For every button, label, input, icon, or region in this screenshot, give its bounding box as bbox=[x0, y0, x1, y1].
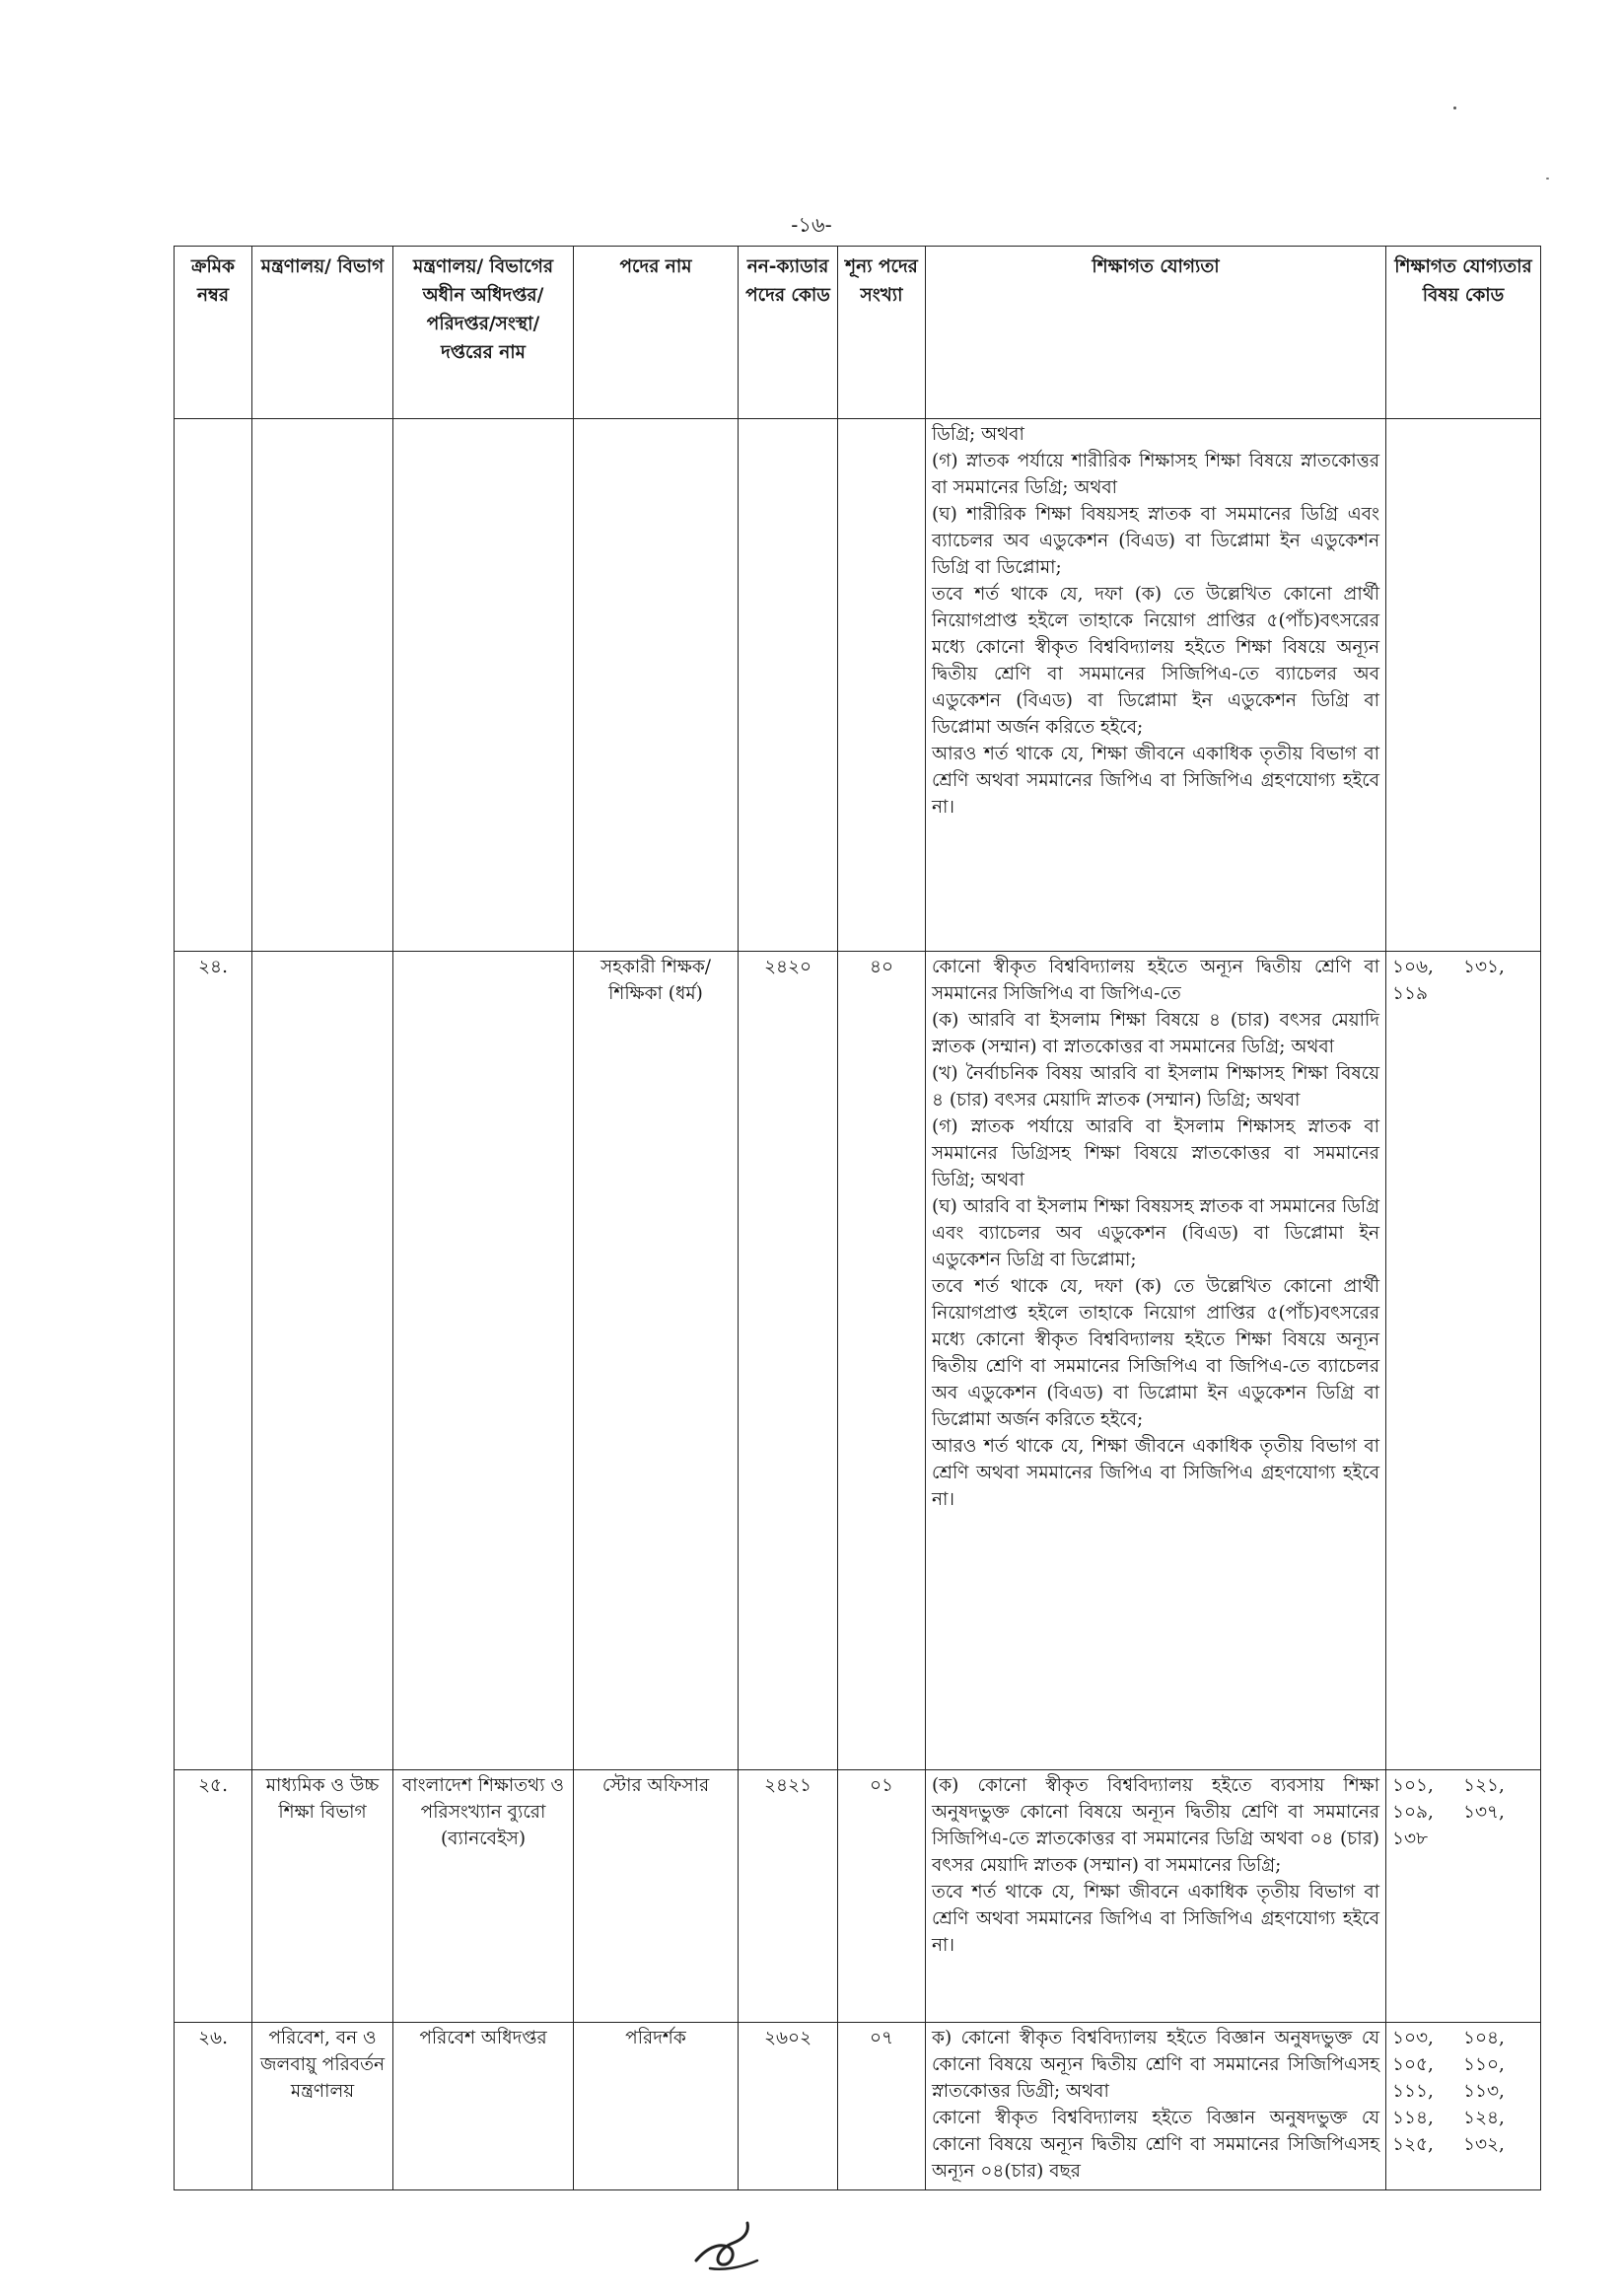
qualification-cell bbox=[926, 419, 1386, 952]
vacancy-cell: ৪০ bbox=[838, 952, 926, 1770]
serial-cell: ২৫. bbox=[175, 1770, 252, 2023]
qualification-line: তবে শর্ত থাকে যে, শিক্ষা জীবনে একাধিক তৃতীয় বিভাগ বা শ্রেণি অথবা সমমানের জিপিএ বা সিজিপিএ গ্রহণযোগ্য হইবে না। bbox=[932, 1882, 1379, 1956]
subject-code-cell bbox=[1386, 1770, 1541, 2023]
qualification-line: তবে শর্ত থাকে যে, দফা (ক) তে উল্লেখিত কোনো প্রার্থী নিয়োগপ্রাপ্ত হইলে তাহাকে নিয়োগ প্রাপ্তির ৫(পাঁচ)বৎসরের মধ্যে কোনো স্বীকৃত বিশ্ববিদ্যালয় হইতে শিক্ষা বিষয়ে অন্যূন দ্বিতীয় শ্রেণি বা সমমানের সিজিপিএ-তে ব্যাচেলর অব এডুকেশন (বিএড) বা ডিপ্লোমা ইন এডুকেশন ডিগ্রি বা ডিপ্লোমা অর্জন করিতে হইবে; bbox=[932, 584, 1379, 738]
qualification-line: ক) কোনো স্বীকৃত বিশ্ববিদ্যালয় হইতে বিজ্ঞান অনুষদভুক্ত যে কোনো বিষয়ে অন্যূন দ্বিতীয় শ্রেণি বা সমমানের সিজিপিএসহ স্নাতকোত্তর ডিগ্রী; অথবা bbox=[932, 2028, 1379, 2102]
signature-scribble-icon bbox=[688, 2209, 767, 2278]
department-cell bbox=[393, 419, 574, 952]
qualification-line: কোনো স্বীকৃত বিশ্ববিদ্যালয় হইতে বিজ্ঞান অনুষদভুক্ত যে কোনো বিষয়ে অন্যূন দ্বিতীয় শ্রেণি বা সমমানের সিজিপিএসহ অন্যূন ০৪(চার) বছর bbox=[932, 2108, 1379, 2182]
subject-code: ১১৪, bbox=[1392, 2108, 1434, 2128]
post-name-cell: সহকারী শিক্ষক/ শিক্ষিকা (ধর্ম) bbox=[574, 952, 739, 1770]
subject-code: ১১১, bbox=[1392, 2081, 1434, 2102]
header-vacancy: শূন্য পদের সংখ্যা bbox=[838, 247, 926, 419]
qualification-cell bbox=[926, 952, 1386, 1770]
department-cell: বাংলাদেশ শিক্ষাতথ্য ও পরিসংখ্যান ব্যুরো (ব্যানবেইস) bbox=[393, 1770, 574, 2023]
post-name-cell: স্টোর অফিসার bbox=[574, 1770, 739, 2023]
serial-cell bbox=[175, 419, 252, 952]
table-row bbox=[175, 952, 1541, 1770]
header-subject-code: শিক্ষাগত যোগ্যতার বিষয় কোড bbox=[1386, 247, 1541, 419]
vacancy-cell: ০৭ bbox=[838, 2023, 926, 2190]
vacancy-cell: ০১ bbox=[838, 1770, 926, 2023]
vacancy-cell bbox=[838, 419, 926, 952]
subject-code: ১৩১, bbox=[1463, 957, 1505, 977]
qualification-cell bbox=[926, 1770, 1386, 2023]
qualification-line: (গ) স্নাতক পর্যায়ে শারীরিক শিক্ষাসহ শিক্ষা বিষয়ে স্নাতকোত্তর বা সমমানের ডিগ্রি; অথবা bbox=[932, 451, 1379, 498]
qualification-line: আরও শর্ত থাকে যে, শিক্ষা জীবনে একাধিক তৃতীয় বিভাগ বা শ্রেণি অথবা সমমানের জিপিএ বা সিজিপিএ গ্রহণযোগ্য হইবে না। bbox=[932, 744, 1379, 818]
table-row bbox=[175, 1770, 1541, 2023]
qualification-line: কোনো স্বীকৃত বিশ্ববিদ্যালয় হইতে অন্যূন দ্বিতীয় শ্রেণি বা সমমানের সিজিপিএ বা জিপিএ-তে bbox=[932, 957, 1379, 1004]
qualification-line: (খ) নৈর্বাচনিক বিষয় আরবি বা ইসলাম শিক্ষাসহ শিক্ষা বিষয়ে ৪ (চার) বৎসর মেয়াদি স্নাতক (সম্মান) ডিগ্রি; অথবা bbox=[932, 1063, 1379, 1111]
qualification-line: (ঘ) শারীরিক শিক্ষা বিষয়সহ স্নাতক বা সমমানের ডিগ্রি এবং ব্যাচেলর অব এডুকেশন (বিএড) বা ডিপ্লোমা ইন এডুকেশন ডিগ্রি বা ডিপ্লোমা; bbox=[932, 504, 1379, 578]
header-qualification: শিক্ষাগত যোগ্যতা bbox=[926, 247, 1386, 419]
qualification-line: তবে শর্ত থাকে যে, দফা (ক) তে উল্লেখিত কোনো প্রার্থী নিয়োগপ্রাপ্ত হইলে তাহাকে নিয়োগ প্রাপ্তির ৫(পাঁচ)বৎসরের মধ্যে কোনো স্বীকৃত বিশ্ববিদ্যালয় হইতে শিক্ষা বিষয়ে অন্যূন দ্বিতীয় শ্রেণি বা সমমানের সিজিপিএ বা জিপিএ-তে ব্যাচেলর অব এডুকেশন (বিএড) বা ডিপ্লোমা ইন এডুকেশন ডিগ্রি বা ডিপ্লোমা অর্জন করিতে হইবে; bbox=[932, 1276, 1379, 1430]
subject-code: ১০৩, bbox=[1392, 2028, 1434, 2048]
header-post-code: নন-ক্যাডার পদের কোড bbox=[739, 247, 838, 419]
signature-mark bbox=[688, 2209, 767, 2278]
qualification-line: (ক) কোনো স্বীকৃত বিশ্ববিদ্যালয় হইতে ব্যবসায় শিক্ষা অনুষদভুক্ত কোনো বিষয়ে অন্যূন দ্বিতীয় শ্রেণি বা সমমানের সিজিপিএ-তে স্নাতকোত্তর বা সমমানের ডিগ্রি অথবা ০৪ (চার) বৎসর মেয়াদি স্নাতক (সম্মান) বা সমমানের ডিগ্রি; bbox=[932, 1775, 1379, 1876]
subject-code: ১৩৭, bbox=[1463, 1802, 1505, 1823]
subject-code: ১০৬, bbox=[1392, 957, 1434, 977]
ministry-cell bbox=[252, 419, 393, 952]
subject-code: ১০১, bbox=[1392, 1775, 1434, 1796]
subject-code: ১১০, bbox=[1463, 2054, 1505, 2075]
department-cell bbox=[393, 952, 574, 1770]
post-code-cell: ২৪২১ bbox=[739, 1770, 838, 2023]
serial-cell: ২৪. bbox=[175, 952, 252, 1770]
table-row bbox=[175, 2023, 1541, 2190]
post-name-cell: পরিদর্শক bbox=[574, 2023, 739, 2190]
qualification-line: (ক) আরবি বা ইসলাম শিক্ষা বিষয়ে ৪ (চার) বৎসর মেয়াদি স্নাতক (সম্মান) বা স্নাতকোত্তর বা সমমানের ডিগ্রি; অথবা bbox=[932, 1010, 1379, 1057]
qualification-line: (ঘ) আরবি বা ইসলাম শিক্ষা বিষয়সহ স্নাতক বা সমমানের ডিগ্রি এবং ব্যাচেলর অব এডুকেশন (বিএড) বা ডিপ্লোমা ইন এডুকেশন ডিগ্রি বা ডিপ্লোমা; bbox=[932, 1196, 1379, 1270]
ministry-cell bbox=[252, 952, 393, 1770]
table-row bbox=[175, 419, 1541, 952]
subject-code: ১২১, bbox=[1463, 1775, 1505, 1796]
subject-code: ১০৫, bbox=[1392, 2054, 1434, 2075]
header-post-name: পদের নাম bbox=[574, 247, 739, 419]
ministry-cell: মাধ্যমিক ও উচ্চ শিক্ষা বিভাগ bbox=[252, 1770, 393, 2023]
subject-code: ১২৫, bbox=[1392, 2134, 1434, 2155]
subject-code: ১১৩, bbox=[1463, 2081, 1505, 2102]
qualification-line: আরও শর্ত থাকে যে, শিক্ষা জীবনে একাধিক তৃতীয় বিভাগ বা শ্রেণি অথবা সমমানের জিপিএ বা সিজিপিএ গ্রহণযোগ্য হইবে না। bbox=[932, 1436, 1379, 1510]
post-code-cell: ২৬০২ bbox=[739, 2023, 838, 2190]
subject-code: ১০৯, bbox=[1392, 1802, 1434, 1823]
serial-cell: ২৬. bbox=[175, 2023, 252, 2190]
qualification-cell bbox=[926, 2023, 1386, 2190]
scan-speck bbox=[1546, 178, 1549, 179]
subject-code-cell bbox=[1386, 419, 1541, 952]
post-code-cell: ২৪২০ bbox=[739, 952, 838, 1770]
department-cell: পরিবেশ অধিদপ্তর bbox=[393, 2023, 574, 2190]
page-number: -১৬- bbox=[791, 213, 832, 237]
qualification-line: ডিগ্রি; অথবা bbox=[932, 424, 1024, 445]
subject-code: ১২৪, bbox=[1463, 2108, 1505, 2128]
ministry-cell: পরিবেশ, বন ও জলবায়ু পরিবর্তন মন্ত্রণালয় bbox=[252, 2023, 393, 2190]
subject-code: ১৩৮ bbox=[1392, 1829, 1429, 1849]
qualification-line: (গ) স্নাতক পর্যায়ে আরবি বা ইসলাম শিক্ষাসহ স্নাতক বা সমমানের ডিগ্রিসহ শিক্ষা বিষয়ে স্নাতকোত্তর বা সমমানের ডিগ্রি; অথবা bbox=[932, 1116, 1379, 1190]
post-code-cell bbox=[739, 419, 838, 952]
post-name-cell bbox=[574, 419, 739, 952]
header-serial: ক্রমিক নম্বর bbox=[175, 247, 252, 419]
header-department: মন্ত্রণালয়/ বিভাগের অধীন অধিদপ্তর/ পরিদপ্তর/সংস্থা/ দপ্তরের নাম bbox=[393, 247, 574, 419]
vacancy-table bbox=[174, 246, 1541, 2190]
subject-code: ১০৪, bbox=[1463, 2028, 1505, 2048]
scan-speck bbox=[1453, 107, 1456, 109]
subject-code: ১১৯ bbox=[1392, 983, 1429, 1004]
table-header-row bbox=[175, 247, 1541, 419]
subject-code: ১৩২, bbox=[1463, 2134, 1505, 2155]
subject-code-cell bbox=[1386, 952, 1541, 1770]
header-ministry: মন্ত্রণালয়/ বিভাগ bbox=[252, 247, 393, 419]
subject-code-cell bbox=[1386, 2023, 1541, 2190]
